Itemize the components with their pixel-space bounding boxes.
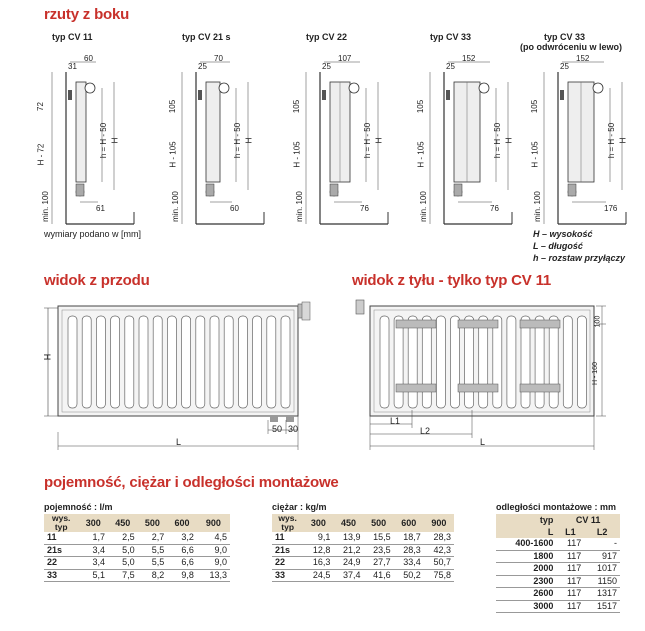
table-cell: 117 bbox=[556, 600, 584, 613]
table-row bbox=[496, 588, 620, 601]
table-cell: 23,5 bbox=[364, 544, 394, 557]
table-cell: 3000 bbox=[496, 600, 556, 613]
dim-bottom-right: 61 bbox=[96, 204, 105, 213]
table-cell-typ: 11 bbox=[44, 532, 78, 544]
mounting-cv: CV 11 bbox=[556, 514, 620, 527]
table-row bbox=[496, 538, 620, 550]
legend-l: L – długość bbox=[533, 241, 583, 251]
dim-h-inner: h = H - 50 bbox=[493, 122, 503, 159]
side-view-title: rzuty z boku bbox=[44, 6, 130, 23]
dim-top: 60 bbox=[84, 54, 93, 63]
table-cell: - bbox=[584, 538, 620, 550]
dim-H: H bbox=[504, 137, 514, 144]
front-view-title: widok z przodu bbox=[44, 272, 150, 289]
table-cell: 5,0 bbox=[108, 544, 138, 557]
table-row bbox=[44, 532, 230, 544]
table-cell: 6,6 bbox=[167, 544, 197, 557]
weight-corner: wys. typ bbox=[272, 514, 303, 532]
back-dim-l: L bbox=[480, 437, 486, 447]
table-cell: 9,0 bbox=[197, 557, 230, 570]
table-cell: 1317 bbox=[584, 588, 620, 601]
dim-min: min. 100 bbox=[294, 191, 304, 222]
mounting-caption: odległości montażowe : mm bbox=[496, 502, 617, 512]
weight-header bbox=[272, 514, 454, 532]
table-cell: 7,5 bbox=[108, 569, 138, 582]
table-row bbox=[272, 544, 454, 557]
section-title: pojemność, ciężar i odległości montażowe bbox=[44, 474, 339, 491]
dimensions-note: wymiary podano w [mm] bbox=[44, 229, 142, 239]
table-cell: 13,3 bbox=[197, 569, 230, 582]
table-cell: 9,1 bbox=[303, 532, 333, 544]
weight-col: 450 bbox=[333, 514, 363, 532]
legend-h: H – wysokość bbox=[533, 229, 593, 239]
table-cell: 3,2 bbox=[167, 532, 197, 544]
table-cell: 21,2 bbox=[333, 544, 363, 557]
table-cell: 28,3 bbox=[424, 532, 454, 544]
table-cell: 75,8 bbox=[424, 569, 454, 582]
capacity-col: 450 bbox=[108, 514, 138, 532]
dim-h-inner: h = H - 50 bbox=[607, 122, 617, 159]
table-row bbox=[496, 575, 620, 588]
front-dim-l: L bbox=[176, 437, 182, 447]
dim-top-left: 25 bbox=[560, 62, 569, 71]
dim-left-height: H - 105 bbox=[530, 141, 540, 168]
table-cell: 917 bbox=[584, 550, 620, 563]
dim-top-left: 31 bbox=[68, 62, 77, 71]
dim-left-height: H - 105 bbox=[416, 141, 426, 168]
table-cell: 12,8 bbox=[303, 544, 333, 557]
table-cell: 5,0 bbox=[108, 557, 138, 570]
table-cell: 41,6 bbox=[364, 569, 394, 582]
back-dim-l2: L2 bbox=[420, 426, 431, 436]
table-row bbox=[272, 557, 454, 570]
dim-left-height: H - 105 bbox=[292, 141, 302, 168]
table-cell-typ: 22 bbox=[44, 557, 78, 570]
table-cell: 50,2 bbox=[394, 569, 424, 582]
dim-bottom-right: 76 bbox=[360, 204, 369, 213]
table-cell: 18,7 bbox=[394, 532, 424, 544]
mounting-col-l2: L2 bbox=[584, 527, 620, 538]
dim-left-top: 105 bbox=[168, 99, 178, 114]
table-cell: 117 bbox=[556, 575, 584, 588]
front-dim-h: H bbox=[42, 353, 53, 361]
dim-left-top: 72 bbox=[35, 102, 45, 111]
table-cell: 6,6 bbox=[167, 557, 197, 570]
table-cell: 24,5 bbox=[303, 569, 333, 582]
table-cell: 9,0 bbox=[197, 544, 230, 557]
table-cell-typ: 22 bbox=[272, 557, 303, 570]
back-dim-h160: H - 160 bbox=[591, 362, 599, 385]
dim-H: H bbox=[618, 137, 628, 144]
table-cell: 28,3 bbox=[394, 544, 424, 557]
side-view-sublabel: (po odwróceniu w lewo) bbox=[520, 42, 622, 52]
table-cell-typ: 11 bbox=[272, 532, 303, 544]
dim-h-inner: h = H - 50 bbox=[233, 122, 243, 159]
dim-min: min. 100 bbox=[418, 191, 428, 222]
table-cell: 5,5 bbox=[138, 544, 168, 557]
mounting-typ: typ bbox=[496, 514, 556, 527]
capacity-col: 300 bbox=[78, 514, 108, 532]
mounting-header bbox=[496, 514, 620, 527]
table-cell: 37,4 bbox=[333, 569, 363, 582]
table-cell: 5,5 bbox=[138, 557, 168, 570]
capacity-col: 900 bbox=[197, 514, 230, 532]
dim-top-left: 25 bbox=[198, 62, 207, 71]
table-cell-typ: 21s bbox=[272, 544, 303, 557]
table-row bbox=[496, 600, 620, 613]
capacity-col: 500 bbox=[138, 514, 168, 532]
table-row bbox=[272, 532, 454, 544]
table-cell: 42,3 bbox=[424, 544, 454, 557]
dim-h-inner: h = H - 50 bbox=[363, 122, 373, 159]
weight-col: 500 bbox=[364, 514, 394, 532]
table-cell: 27,7 bbox=[364, 557, 394, 570]
dim-top: 152 bbox=[576, 54, 590, 63]
dim-min: min. 100 bbox=[40, 191, 50, 222]
side-view-label: typ CV 21 s bbox=[182, 32, 231, 42]
weight-caption: ciężar : kg/m bbox=[272, 502, 327, 512]
dim-h-inner: h = H - 50 bbox=[99, 122, 109, 159]
table-cell: 33,4 bbox=[394, 557, 424, 570]
capacity-col: 600 bbox=[167, 514, 197, 532]
capacity-table bbox=[44, 514, 230, 582]
table-cell: 2600 bbox=[496, 588, 556, 601]
front-dim-30: 30 bbox=[288, 424, 299, 434]
dim-bottom-right: 176 bbox=[604, 204, 618, 213]
table-cell: 8,2 bbox=[138, 569, 168, 582]
table-row bbox=[44, 569, 230, 582]
table-cell: 3,4 bbox=[78, 557, 108, 570]
table-cell: 2000 bbox=[496, 563, 556, 576]
mounting-subheader bbox=[496, 527, 620, 538]
table-cell-typ: 33 bbox=[44, 569, 78, 582]
dim-left-top: 105 bbox=[530, 99, 540, 114]
capacity-header bbox=[44, 514, 230, 532]
table-cell: 3,4 bbox=[78, 544, 108, 557]
table-cell: 1017 bbox=[584, 563, 620, 576]
back-view-title: widok z tyłu - tylko typ CV 11 bbox=[352, 272, 552, 289]
dim-H: H bbox=[374, 137, 384, 144]
table-row bbox=[44, 557, 230, 570]
side-view-label: typ CV 33 bbox=[544, 32, 586, 42]
table-cell: 24,9 bbox=[333, 557, 363, 570]
table-cell: 1800 bbox=[496, 550, 556, 563]
table-cell: 1,7 bbox=[78, 532, 108, 544]
weight-col: 600 bbox=[394, 514, 424, 532]
table-cell-typ: 33 bbox=[272, 569, 303, 582]
table-cell: 1150 bbox=[584, 575, 620, 588]
back-dim-100: 100 bbox=[594, 315, 602, 328]
table-row bbox=[272, 569, 454, 582]
dim-bottom-right: 76 bbox=[490, 204, 499, 213]
table-row bbox=[44, 544, 230, 557]
dim-top-left: 25 bbox=[322, 62, 331, 71]
table-cell: 2,5 bbox=[108, 532, 138, 544]
table-cell: 2,7 bbox=[138, 532, 168, 544]
mounting-col-l1: L1 bbox=[556, 527, 584, 538]
back-dim-l1: L1 bbox=[390, 416, 401, 426]
dim-left-height: H - 72 bbox=[36, 143, 46, 166]
table-cell: 5,1 bbox=[78, 569, 108, 582]
dim-top: 152 bbox=[462, 54, 476, 63]
table-cell-typ: 21s bbox=[44, 544, 78, 557]
table-cell: 15,5 bbox=[364, 532, 394, 544]
dim-left-top: 105 bbox=[292, 99, 302, 114]
dim-top: 107 bbox=[338, 54, 352, 63]
dim-H: H bbox=[244, 137, 254, 144]
dim-top: 70 bbox=[214, 54, 223, 63]
weight-col: 300 bbox=[303, 514, 333, 532]
table-cell: 2300 bbox=[496, 575, 556, 588]
side-view-label: typ CV 22 bbox=[306, 32, 348, 42]
table-cell: 117 bbox=[556, 588, 584, 601]
table-cell: 9,8 bbox=[167, 569, 197, 582]
dim-left-height: H - 105 bbox=[168, 141, 178, 168]
capacity-corner: wys. typ bbox=[44, 514, 78, 532]
table-cell: 117 bbox=[556, 538, 584, 550]
legend-rozstaw: h – rozstaw przyłączy bbox=[533, 253, 626, 263]
table-cell: 117 bbox=[556, 550, 584, 563]
table-cell: 16,3 bbox=[303, 557, 333, 570]
dim-min: min. 100 bbox=[532, 191, 542, 222]
table-cell: 13,9 bbox=[333, 532, 363, 544]
dim-H: H bbox=[110, 137, 120, 144]
weight-table bbox=[272, 514, 454, 582]
side-view-label: typ CV 33 bbox=[430, 32, 472, 42]
table-cell: 50,7 bbox=[424, 557, 454, 570]
mounting-col-l: L bbox=[496, 527, 556, 538]
legend bbox=[533, 228, 625, 264]
side-view-label: typ CV 11 bbox=[52, 32, 93, 42]
back-view-drawing bbox=[352, 292, 622, 452]
table-cell: 117 bbox=[556, 563, 584, 576]
capacity-caption: pojemność : l/m bbox=[44, 502, 113, 512]
weight-col: 900 bbox=[424, 514, 454, 532]
dim-bottom-right: 60 bbox=[230, 204, 239, 213]
table-cell: 400-1600 bbox=[496, 538, 556, 550]
table-cell: 4,5 bbox=[197, 532, 230, 544]
dim-top-left: 25 bbox=[446, 62, 455, 71]
dim-min: min. 100 bbox=[170, 191, 180, 222]
mounting-table bbox=[496, 514, 620, 613]
front-dim-50: 50 bbox=[272, 424, 283, 434]
dim-left-top: 105 bbox=[416, 99, 426, 114]
table-cell: 1517 bbox=[584, 600, 620, 613]
table-row bbox=[496, 563, 620, 576]
table-row bbox=[496, 550, 620, 563]
